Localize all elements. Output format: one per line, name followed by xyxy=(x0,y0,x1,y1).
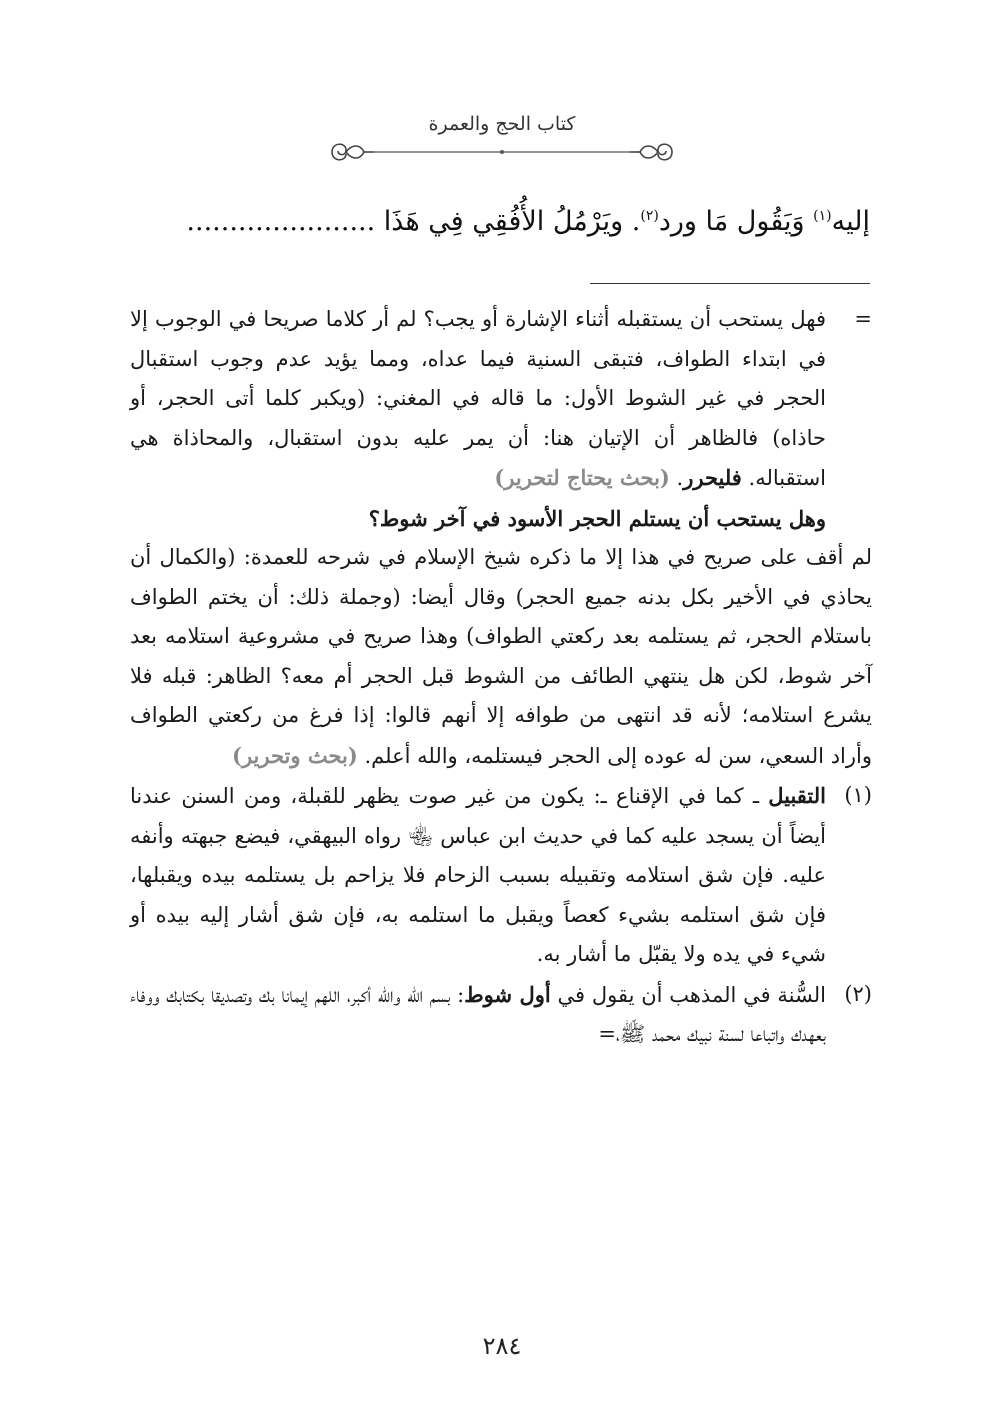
emphasis-text: فليحرر xyxy=(683,465,742,490)
continued-footnote xyxy=(130,300,872,538)
footnote-number: (٢) xyxy=(844,981,872,1006)
continuation-mark: = xyxy=(854,307,872,331)
matn-text: وَيَقُول مَا ورد xyxy=(658,206,814,237)
footnote-ref-1: (١) xyxy=(813,208,832,224)
footnotes-area xyxy=(130,300,872,1055)
research-note: (بحث وتحرير) xyxy=(232,742,358,768)
page-number: ٢٨٤ xyxy=(482,1332,522,1360)
footnote-separator xyxy=(590,283,870,284)
research-note: (بحث يحتاج لتحرير) xyxy=(494,465,670,490)
matn-text: . ويَرْمُلُ الأُفُقِي فِي هَذَا ...................... xyxy=(186,206,641,237)
footnote-paragraph: فهل يستحب أن يستقبله أثناء الإشارة أو يجب؟ لم أر كلاما صريحا في الوجوب إلا في ابتداء الطواف، فتبقى السنية فيما عداه، ومما يؤيد عدم وجوب استقبال الحجر في غير الشوط الأول: ما قاله في المغني: (ويكبر كلما أتى الحجر، أو حاذاه) فالظاهر أن الإتيان هنا: أن يمر عليه بدون استقبال، والمحاذاة هي استقباله. فليحرر. (بحث يحتاج لتحرير) xyxy=(130,307,826,490)
emphasis-text: أول شوط xyxy=(464,981,551,1007)
footnote-paragraph: لم أقف على صريح في هذا إلا ما ذكره شيخ الإسلام في شرحه للعمدة: (والكمال أن يحاذي في الأخير بكل بدنه جميع الحجر) وقال أيضا: (وجملة ذلك: أن يختم الطواف باستلام الحجر، ثم يستلمه بعد ركعتي الطواف) وهذا صريح في مشروعية استلامه بعد آخر شوط، لكن هل ينتهي الطائف من الشوط قبل الحجر أم معه؟ الظاهر: قبله فلا يشرع استلامه؛ لأنه قد انتهى من طوافه إلا أنهم قالوا: إذا فرغ من ركعتي الطواف وأراد السعي، سن له عوده إلى الحجر فيستلمه، والله أعلم. (بحث وتحرير) xyxy=(130,545,872,768)
matn-text: إليه xyxy=(831,206,870,237)
main-text-line xyxy=(130,190,870,248)
running-header xyxy=(0,112,1004,168)
question-heading: وهل يستحب أن يستلم الحجر الأسود في آخر شوط؟ xyxy=(368,505,826,531)
footnote-1: (١) التقبيل ـ كما في الإقناع ـ: يكون من غير صوت يظهر للقبلة، ومن السنن عندنا أيضاً أن يسجد عليه كما في حديث ابن عباس ﵄ رواه البيهقي، فيضع جبهته وأنفه عليه. فإن شق استلامه وتقبيله بسبب الزحام فلا يزاحم بل يستلمه بيده ويقبلها، فإن شق استلمه بشيء كعصاً ويقبل ما استلمه به، فإن شق أشار إليه بيده أو شيء في يده ولا يقبّل ما أشار به. xyxy=(130,776,872,975)
footnote-2: (٢) السُّنة في المذهب أن يقول في أول شوط: بسم الله والله أكبر، اللهم إيمانا بك وتصديقا بكتابك ووفاء بعهدك واتباعا لسنة نبيك محمد ﷺ،= xyxy=(130,975,872,1055)
header-ornament xyxy=(312,138,692,168)
footnote-ref-2: (٢) xyxy=(640,208,659,224)
header-title: كتاب الحج والعمرة xyxy=(428,113,576,135)
footnote-number: (١) xyxy=(844,783,872,807)
emphasis-text: التقبيل xyxy=(768,783,826,808)
